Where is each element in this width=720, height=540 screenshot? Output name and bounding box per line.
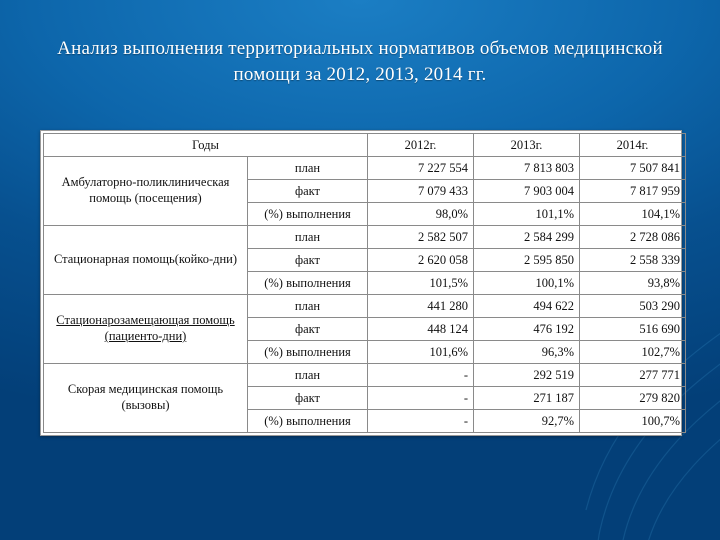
cell-value: 96,3%: [474, 341, 580, 364]
cell-value: 7 817 959: [580, 180, 686, 203]
cell-value: 93,8%: [580, 272, 686, 295]
cell-value: 101,6%: [368, 341, 474, 364]
header-year-2013: 2013г.: [474, 134, 580, 157]
cell-value: -: [368, 387, 474, 410]
header-year-2012: 2012г.: [368, 134, 474, 157]
indicator-label: (%) выполнения: [248, 410, 368, 433]
cell-value: 2 595 850: [474, 249, 580, 272]
indicator-label: план: [248, 364, 368, 387]
cell-value: 7 507 841: [580, 157, 686, 180]
cell-value: 7 079 433: [368, 180, 474, 203]
cell-value: 2 728 086: [580, 226, 686, 249]
cell-value: 476 192: [474, 318, 580, 341]
indicator-label: (%) выполнения: [248, 341, 368, 364]
indicator-label: (%) выполнения: [248, 203, 368, 226]
table-row: [44, 295, 686, 318]
page-title: Анализ выполнения территориальных нормативов объемов медицинской помощи за 2012, 2013, 2014 гг.: [57, 38, 663, 85]
cell-value: 101,1%: [474, 203, 580, 226]
cell-value: 2 620 058: [368, 249, 474, 272]
cell-value: 271 187: [474, 387, 580, 410]
group-name-inpatient: Стационарная помощь(койко-дни): [44, 226, 248, 295]
cell-value: 503 290: [580, 295, 686, 318]
cell-value: 100,7%: [580, 410, 686, 433]
indicator-label: факт: [248, 180, 368, 203]
cell-value: 102,7%: [580, 341, 686, 364]
cell-value: 516 690: [580, 318, 686, 341]
cell-value: 448 124: [368, 318, 474, 341]
data-table-container: [40, 130, 682, 436]
table-row: [44, 226, 686, 249]
group-name-ambulatory: Амбулаторно-поликлиническая помощь (посещения): [44, 157, 248, 226]
indicator-label: план: [248, 295, 368, 318]
indicator-label: план: [248, 226, 368, 249]
cell-value: -: [368, 410, 474, 433]
header-years-label: Годы: [44, 134, 368, 157]
cell-value: 7 227 554: [368, 157, 474, 180]
cell-value: 2 558 339: [580, 249, 686, 272]
header-year-2014: 2014г.: [580, 134, 686, 157]
group-name-daycare: Стационарозамещающая помощь (пациенто-дни): [44, 295, 248, 364]
table-header-row: [44, 134, 686, 157]
cell-value: 277 771: [580, 364, 686, 387]
indicator-label: (%) выполнения: [248, 272, 368, 295]
cell-value: 7 813 803: [474, 157, 580, 180]
cell-value: 7 903 004: [474, 180, 580, 203]
cell-value: 104,1%: [580, 203, 686, 226]
cell-value: 2 584 299: [474, 226, 580, 249]
cell-value: 2 582 507: [368, 226, 474, 249]
cell-value: 92,7%: [474, 410, 580, 433]
cell-value: 101,5%: [368, 272, 474, 295]
table-row: [44, 157, 686, 180]
cell-value: 292 519: [474, 364, 580, 387]
analysis-table: [43, 133, 686, 433]
cell-value: 100,1%: [474, 272, 580, 295]
cell-value: 98,0%: [368, 203, 474, 226]
cell-value: 279 820: [580, 387, 686, 410]
cell-value: 494 622: [474, 295, 580, 318]
indicator-label: факт: [248, 318, 368, 341]
cell-value: -: [368, 364, 474, 387]
table-row: [44, 364, 686, 387]
cell-value: 441 280: [368, 295, 474, 318]
indicator-label: факт: [248, 387, 368, 410]
indicator-label: план: [248, 157, 368, 180]
group-name-emergency: Скорая медицинская помощь (вызовы): [44, 364, 248, 433]
indicator-label: факт: [248, 249, 368, 272]
